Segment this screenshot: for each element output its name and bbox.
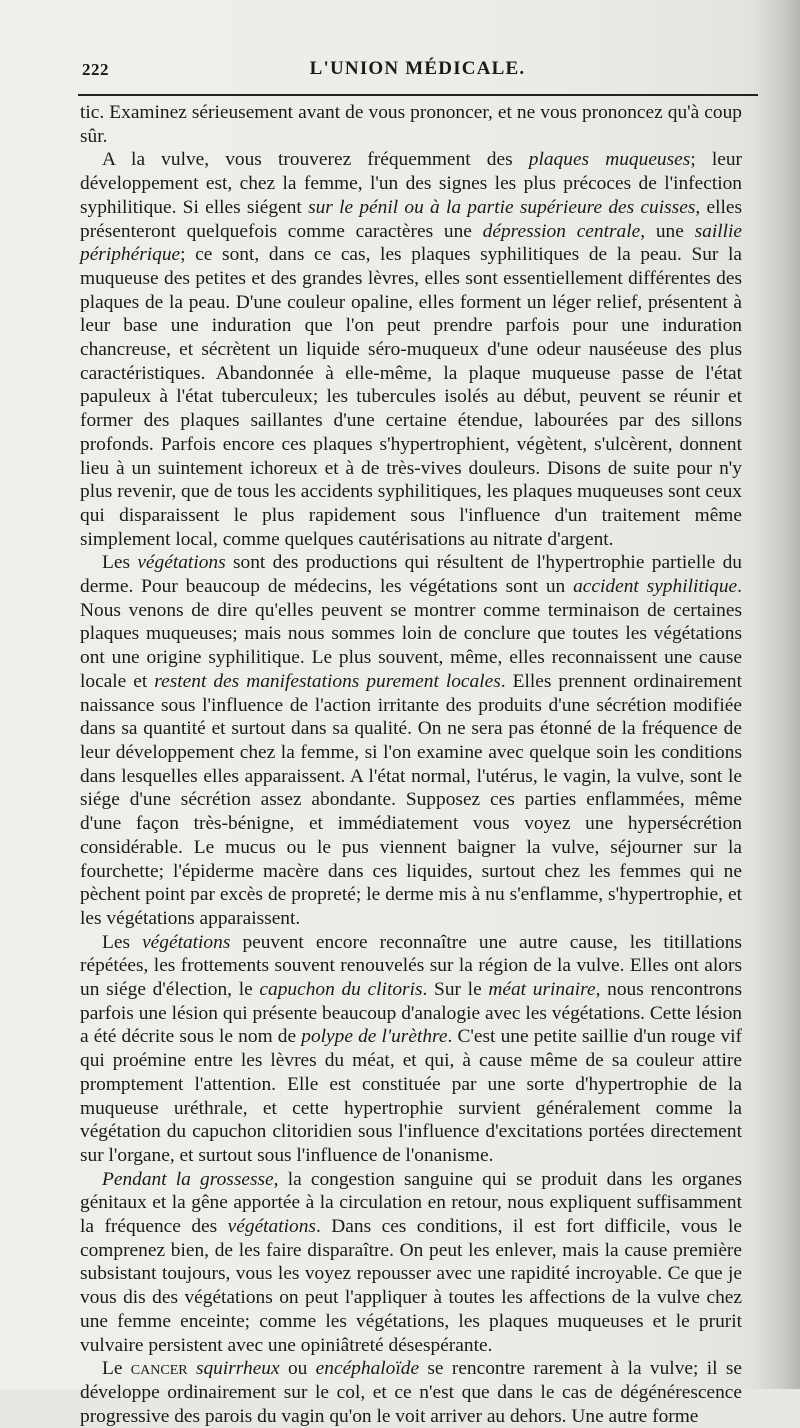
text-run: . Elles prennent ordinairement naissance sous l'influence de l'action irritante des produits d'une sécrétion modifiée dans sa quantité et surtout dans sa qualité. On ne sera pas étonné de la fréquence de leur développement chez la femme, si l'on examine avec quelque soin les conditions dans lesquelles elles apparaissent. A l'état normal, l'utérus, le vagin, la vulve, sont le siége d'une sécrétion assez abondante. Supposez ces parties enflammées, même d'une façon très-bénigne, et immédiatement vous voyez une hypersécrétion considérable. Le mucus ou le pus viennent baigner la vulve, séjourner sur la fourchette; l'épiderme macère dans ces liquides, surtout chez les femmes qui ne pèchent point par excès de propreté; le derme mis à nu s'enflamme, s'hypertrophie, et les végétations apparaissent. — [80, 670, 742, 929]
italic-term: saillie périphérique — [80, 220, 742, 266]
text-run: ou — [279, 1358, 316, 1380]
text-run: tic. Examinez sérieusement avant de vous prononcer, et ne vous prononcez qu'à coup sûr. — [80, 102, 742, 147]
italic-term: végétations — [142, 931, 231, 953]
text-run: Les — [102, 931, 143, 953]
paragraph — [80, 148, 742, 551]
text-run — [188, 1358, 196, 1379]
paragraph — [80, 1168, 742, 1358]
italic-term: accident syphilitique — [573, 576, 738, 598]
text-run: Les — [102, 552, 138, 574]
paragraph — [80, 1357, 742, 1428]
text-run: . Dans ces conditions, il est fort difficile, vous le comprenez bien, de les faire disparaître. On peut les enlever, mais la cause première subsistant toujours, vous les voyez repousser avec une rapidité incroyable. Ce que je vous dis des végétations on peut l'appliquer à toutes les affections de la vulve chez une femme enceinte; comme les végétations, les plaques muqueuses et le prurit vulvaire persistent avec une opiniâtreté désespérante. — [80, 1216, 742, 1356]
page-edge-shadow — [755, 0, 800, 1389]
continued-paragraph — [80, 101, 742, 148]
text-run: ; leur développement est, chez la femme, l'un des signes les plus précoces de l'infection syphilitique. Si elles siégent — [80, 149, 742, 218]
paragraph — [80, 931, 742, 1168]
paragraph — [80, 551, 742, 930]
italic-term: Pendant la grossesse — [102, 1168, 274, 1190]
text-run: , la congestion sanguine qui se produit dans les organes génitaux et la gêne apportée à la circulation en retour, nous expliquent suffisamment la fréquence des — [80, 1168, 742, 1238]
text-run: se rencontre rarement à la vulve; il se développe ordinairement sur le col, et ce n'est que dans le cas de dégénérescence progressive des parois du vagin qu'on le voit arriver au dehors. Une autre forme — [80, 1358, 742, 1427]
italic-term: dépression centrale — [482, 220, 641, 242]
text-run: , nous rencontrons parfois une lésion qui présente beaucoup d'analogie avec les végétations. Cette lésion a été décrite sous le nom de — [80, 979, 743, 1048]
text-run: A la vulve, vous trouverez fréquemment des — [102, 149, 529, 171]
text-run: . C'est une petite saillie d'un rouge vif qui proémine entre les lèvres du méat, et qui, à cause même de sa couleur attire promptement l'attention. Elle est constituée par une sorte d'hypertrophie de la muqueuse uréthrale, et cette hypertrophie survient généralement comme la végétation du capuchon clitoridien sous l'influence d'excitations portées directement sur l'organe, et surtout sous l'influence de l'onanisme. — [80, 1026, 742, 1166]
italic-term: squirrheux — [195, 1358, 280, 1380]
italic-term: végétations — [137, 552, 226, 574]
text-run: . Sur le — [422, 979, 489, 1001]
italic-term: végétations — [227, 1216, 316, 1238]
italic-term: capuchon du clitoris — [259, 979, 423, 1001]
header-rule — [78, 94, 758, 96]
italic-term: encéphaloïde — [315, 1358, 420, 1380]
text-run: sont des productions qui résultent de l'hypertrophie partielle du derme. Pour beaucoup de médecins, les végétations sont un — [80, 552, 742, 598]
small-caps-term: cancer — [130, 1358, 188, 1380]
text-run: , elles présenteront quelquefois comme caractères une — [80, 196, 743, 242]
text-run: peuvent encore reconnaître une autre cause, les titillations répétées, les frottements souvent renouvelés sur la région de la vulve. Elles ont alors un siége d'élection, le — [80, 931, 742, 1001]
page-header — [80, 58, 755, 88]
page-number: 222 — [82, 60, 109, 79]
italic-term: sur le pénil ou à la partie supérieure des cuisses — [308, 196, 696, 218]
text-run: . Nous venons de dire qu'elles peuvent se montrer comme terminaison de certaines plaques muqueuses; mais nous sommes loin de conclure que toutes les végétations ont une origine syphilitique. Le plus souvent, même, elles reconnaissent une cause locale et — [80, 576, 742, 692]
italic-term: polype de l'urèthre — [301, 1026, 448, 1048]
article-body — [80, 101, 742, 1428]
text-run: ; ce sont, dans ce cas, les plaques syphilitiques de la peau. Sur la muqueuse des petites et des grandes lèvres, elles sont essentiellement différentes des plaques de la peau. D'une couleur opaline, elles forment un léger relief, présentent à leur base une induration que l'on peut prendre parfois pour une induration chancreuse, et sécrètent un liquide séro-muqueux d'une odeur nauséeuse des plus caractéristiques. Abandonnée à elle-même, la plaque muqueuse passe de l'état papuleux à l'état tuberculeux; les tubercules isolés au début, peuvent se réunir et former des plaques saillantes d'une certaine étendue, labourées par des sillons profonds. Parfois encore ces plaques s'hypertrophient, végètent, s'ulcèrent, donnent lieu à un suintement ichoreux et à de très-vives douleurs. Disons de suite pour n'y plus revenir, que de tous les accidents syphilitiques, les plaques muqueuses sont ceux qui disparaissent le plus rapidement sous l'influence d'un traitement même simplement local, comme quelques cautérisations au nitrate d'argent. — [80, 244, 742, 550]
italic-term: restent des manifestations purement locales — [154, 670, 501, 692]
italic-term: plaques muqueuses — [528, 149, 691, 171]
text-run: Le — [102, 1358, 131, 1380]
italic-term: méat urinaire — [488, 979, 596, 1001]
text-run: , une — [640, 220, 695, 242]
running-title: L'UNION MÉDICALE. — [309, 58, 526, 79]
